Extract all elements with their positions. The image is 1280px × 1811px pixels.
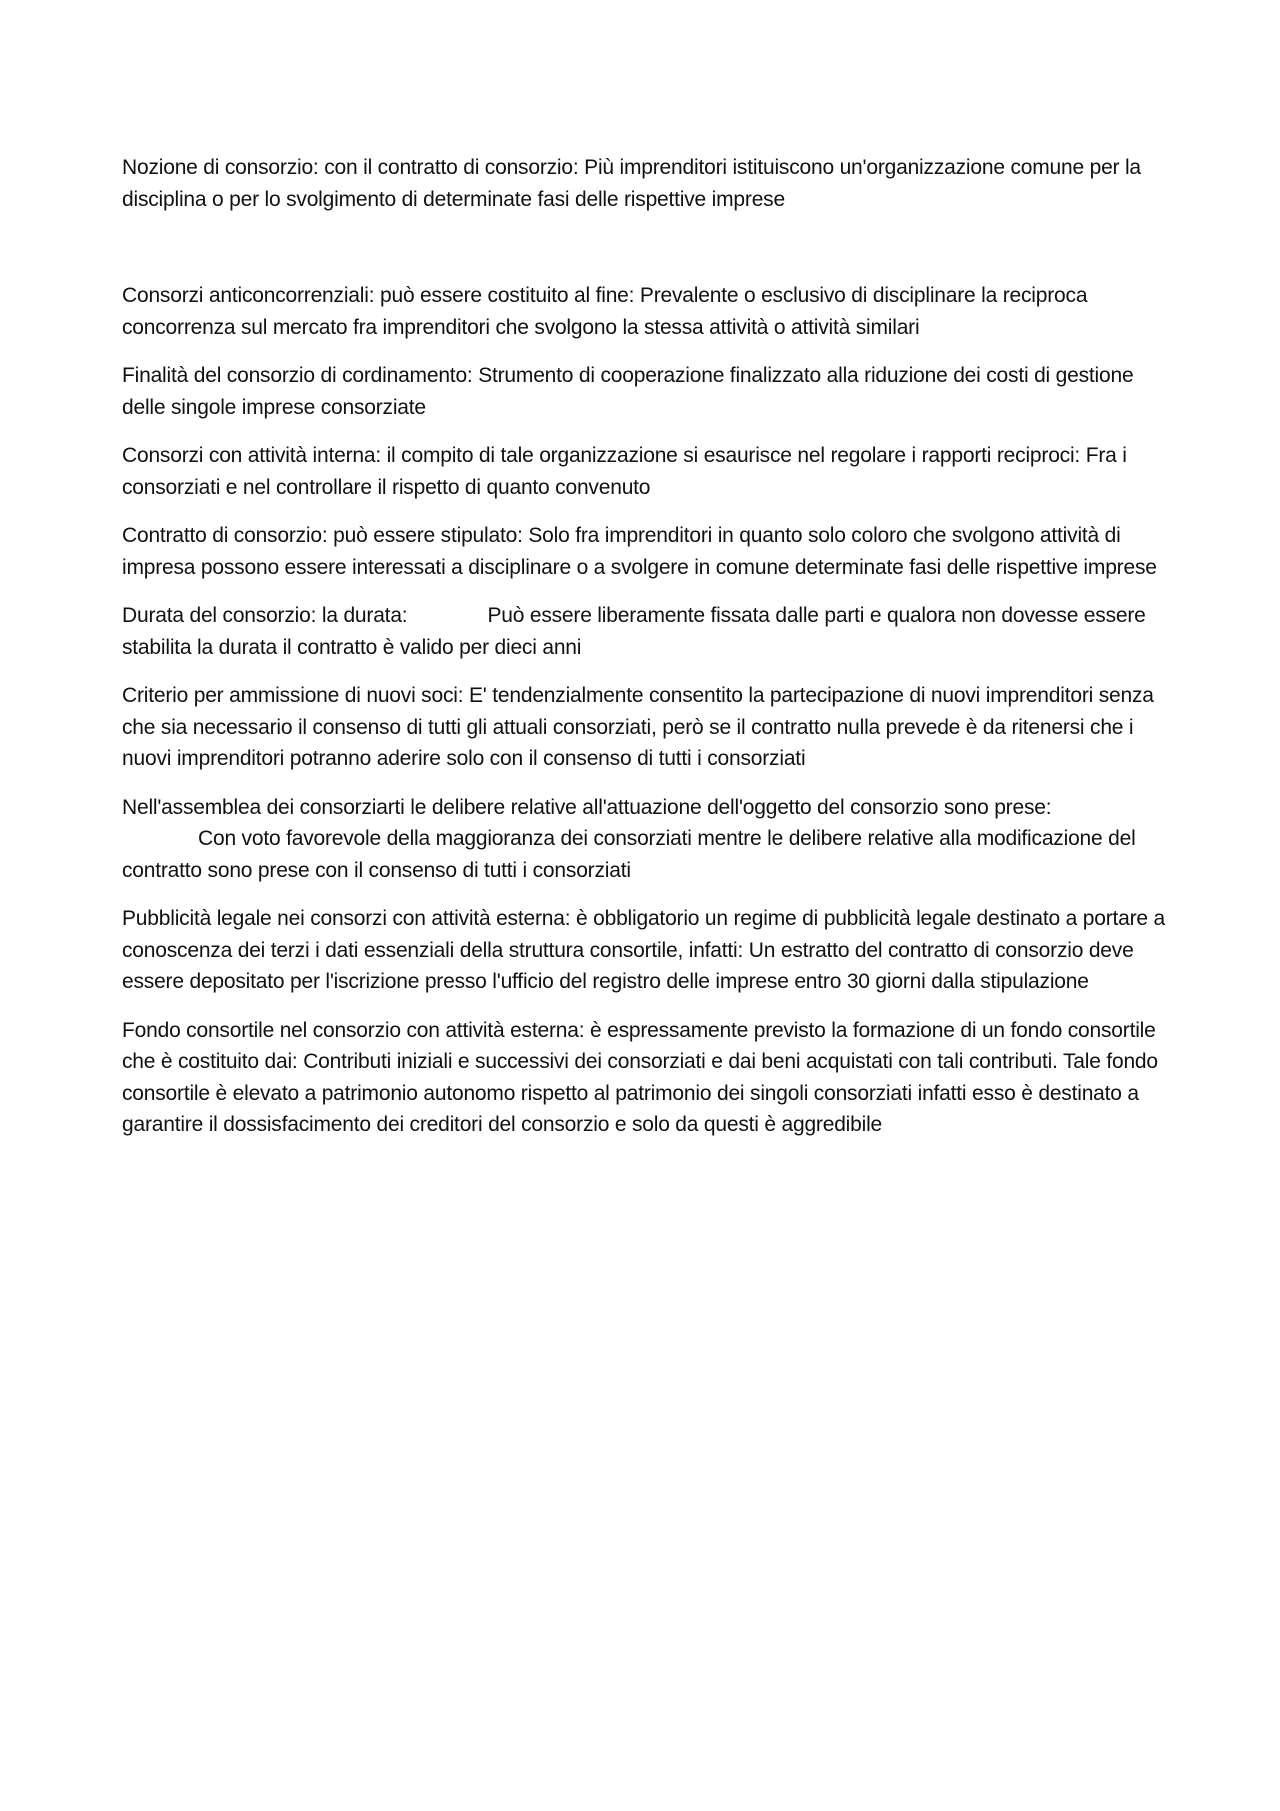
paragraph-assemblea-consorziati	[122, 792, 1168, 887]
paragraph-fondo-consortile: Fondo consortile nel consorzio con attività esterna: è espressamente previsto la formazione di un fondo consortile che è costituito dai: Contributi iniziali e successivi dei consorziati e dai beni acquistati con tali contributi. Tale fondo consortile è elevato a patrimonio autonomo rispetto al patrimonio dei singoli consorziati infatti esso è destinato a garantire il dossisfacimento dei creditori del consorzio e solo da questi è aggredibile	[122, 1018, 1158, 1136]
paragraph-durata-consorzio	[122, 600, 1168, 663]
document-body	[122, 152, 1168, 1158]
durata-text: Può essere liberamente fissata dalle parti e qualora non dovesse essere stabilita la durata il contratto è valido per dieci anni	[122, 604, 1146, 659]
paragraph-attivita-interna: Consorzi con attività interna: il compito di tale organizzazione si esaurisce nel regolare i rapporti reciproci: Fra i consorziati e nel controllare il rispetto di quanto convenuto	[122, 444, 1127, 499]
paragraph-pubblicita-legale: Pubblicità legale nei consorzi con attività esterna: è obbligatorio un regime di pubblicità legale destinato a portare a conoscenza dei terzi i dati essenziali della struttura consortile, infatti: Un estratto del contratto di consorzio deve essere depositato per l'iscrizione presso l'ufficio del registro delle imprese entro 30 giorni dalla stipulazione	[122, 907, 1165, 993]
paragraph-finalita-cordinamento: Finalità del consorzio di cordinamento: Strumento di cooperazione finalizzato alla riduzione dei costi di gestione delle singole imprese consorziate	[122, 364, 1134, 419]
paragraph-contratto-consorzio: Contratto di consorzio: può essere stipulato: Solo fra imprenditori in quanto solo coloro che svolgono attività di impresa possono essere interessati a disciplinare o a svolgere in comune determinate fasi delle rispettive imprese	[122, 524, 1157, 579]
durata-label: Durata del consorzio: la durata:	[122, 604, 408, 627]
paragraph-nozione-consorzio: Nozione di consorzio: con il contratto di consorzio: Più imprenditori istituiscono un'organizzazione comune per la disciplina o per lo svolgimento di determinate fasi delle rispettive imprese	[122, 156, 1141, 211]
paragraph-criterio-ammissione: Criterio per ammissione di nuovi soci: E' tendenzialmente consentito la partecipazione di nuovi imprenditori senza che sia necessario il consenso di tutti gli attuali consorziati, però se il contratto nulla prevede è da ritenersi che i nuovi imprenditori potranno aderire solo con il consenso di tutti i consorziati	[122, 684, 1154, 770]
assemblea-text: Con voto favorevole della maggioranza dei consorziati mentre le delibere relative alla modificazione del contratto sono prese con il consenso di tutti i consorziati	[122, 827, 1136, 882]
assemblea-label: Nell'assemblea dei consorziarti le delibere relative all'attuazione dell'oggetto del consorzio sono prese:	[122, 795, 1052, 819]
paragraph-consorzi-anticoncorrenziali: Consorzi anticoncorrenziali: può essere costituito al fine: Prevalente o esclusivo di disciplinare la reciproca concorrenza sul mercato fra imprenditori che svolgono la stessa attività o attività similari	[122, 284, 1088, 339]
